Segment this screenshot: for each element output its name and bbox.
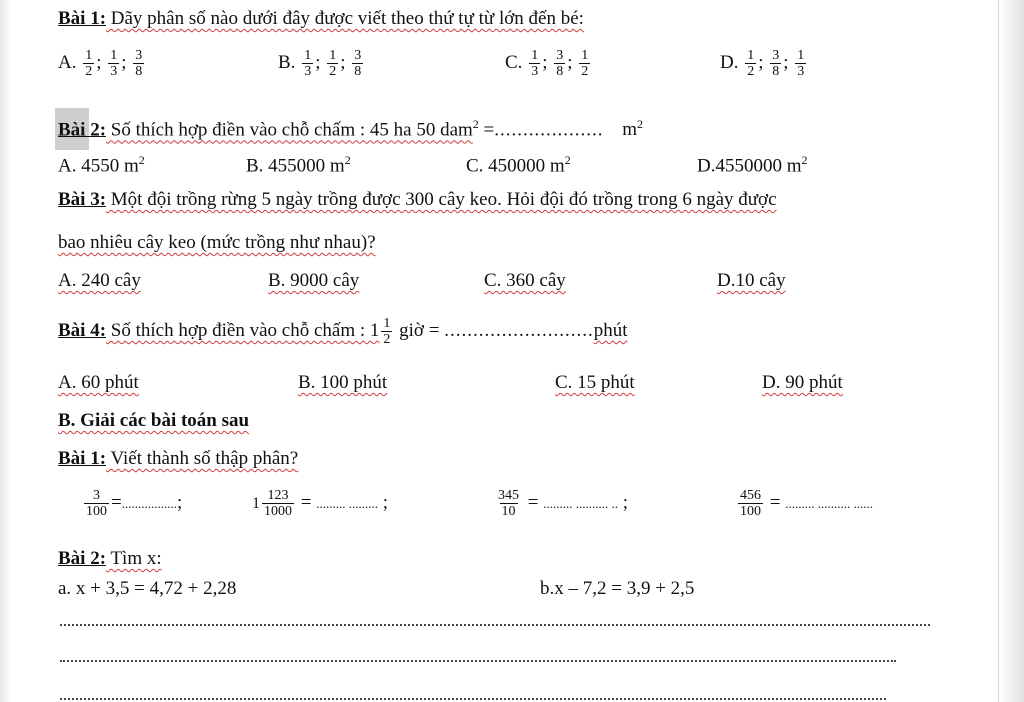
fraction <box>496 488 521 519</box>
fraction <box>554 48 565 79</box>
q4-option-a-text: A. 60 phút <box>58 372 139 393</box>
exponent: 2 <box>344 153 351 167</box>
q4-text: Số thích hợp điền vào chỗ chấm : 1 <box>106 319 380 341</box>
whole-part: 1 <box>252 494 260 512</box>
q1-option-d-letter: D. <box>720 51 739 73</box>
q4-option-c <box>555 372 635 394</box>
q2-blank: ................... <box>494 119 604 141</box>
q2-option-c-text: C. 450000 m <box>466 155 565 177</box>
q1-option-c <box>505 48 592 79</box>
numerator: 1 <box>581 48 589 63</box>
b2-part-b-text: b.x – 7,2 = 3,9 + 2,5 <box>540 578 695 599</box>
q4-option-b-text: B. 100 phút <box>298 372 388 393</box>
q2-text: Số thích hợp điền vào chỗ chấm : 45 ha 50 dam <box>106 119 473 141</box>
q3-option-c <box>484 270 566 292</box>
denominator: 8 <box>135 64 143 79</box>
fraction <box>302 48 313 79</box>
part-b-title-text: B. Giải các bài toán sau <box>58 410 250 431</box>
q3-option-b <box>268 270 359 292</box>
separator: ; <box>758 51 764 73</box>
q2-option-d <box>697 149 808 177</box>
b1-heading <box>58 448 298 470</box>
b2-heading <box>58 548 162 570</box>
q2-exponent: 2 <box>472 117 479 131</box>
q4-option-d <box>762 372 843 394</box>
q3-option-a <box>58 270 141 292</box>
denominator: 2 <box>383 332 391 347</box>
q4-blank: .......................... <box>444 319 594 341</box>
q4-option-c-text: C. 15 phút <box>555 372 635 393</box>
numerator: 123 <box>267 488 289 503</box>
fraction <box>738 488 763 519</box>
b1-item-4 <box>736 488 873 519</box>
denominator: 100 <box>740 504 761 519</box>
separator: ; <box>783 51 789 73</box>
separator: ; <box>176 491 183 513</box>
equals: = <box>111 491 122 513</box>
numerator: 3 <box>135 48 143 63</box>
q4-unit: phút <box>593 319 628 341</box>
separator: ; <box>377 491 388 513</box>
q3-option-a-text: A. 240 cây <box>58 270 141 291</box>
numerator: 1 <box>304 48 312 63</box>
b1-item-3 <box>494 488 628 519</box>
q3-text: Một đội trồng rừng 5 ngày trồng được 300 cây keo. Hỏi đội đó trồng trong 6 ngày được <box>106 189 777 210</box>
q3-option-d-text: D.10 cây <box>717 270 786 291</box>
q2-option-b <box>246 149 351 177</box>
q1-option-d <box>720 48 808 79</box>
q2-option-d-text: D.4550000 m <box>697 155 802 177</box>
part-b-title <box>58 410 249 432</box>
numerator: 3 <box>354 48 362 63</box>
page-left-edge <box>0 0 12 702</box>
q3-option-d <box>717 270 786 292</box>
numerator: 1 <box>531 48 539 63</box>
numerator: 1 <box>797 48 805 63</box>
fraction <box>579 48 590 79</box>
denominator: 8 <box>772 64 780 79</box>
denominator: 3 <box>531 64 539 79</box>
numerator: 1 <box>383 316 391 331</box>
q4-option-a <box>58 372 139 394</box>
denominator: 3 <box>304 64 312 79</box>
numerator: 3 <box>772 48 780 63</box>
numerator: 1 <box>329 48 337 63</box>
numerator: 1 <box>85 48 93 63</box>
b2-part-a-text: a. x + 3,5 = 4,72 + 2,28 <box>58 578 237 599</box>
fraction <box>84 488 109 519</box>
b1-label: Bài 1: <box>58 448 107 469</box>
numerator: 1 <box>747 48 755 63</box>
blank: ................. <box>121 495 177 511</box>
exponent: 2 <box>138 153 145 167</box>
denominator: 2 <box>85 64 93 79</box>
q1-option-b <box>278 48 365 79</box>
fraction <box>83 48 94 79</box>
q2-unit-exponent: 2 <box>637 117 644 131</box>
q1-option-b-letter: B. <box>278 51 296 73</box>
separator: ; <box>121 51 127 73</box>
separator: ; <box>567 51 573 73</box>
denominator: 10 <box>501 504 516 519</box>
fraction <box>352 48 363 79</box>
blank: ......... .......... ...... <box>785 495 873 511</box>
q3-option-c-text: C. 360 cây <box>484 270 566 291</box>
q3-label: Bài 3: <box>58 189 107 210</box>
q2-option-a-text: A. 4550 m <box>58 155 139 177</box>
separator: ; <box>96 51 102 73</box>
q1-option-a-letter: A. <box>58 51 77 73</box>
fraction <box>770 48 781 79</box>
q3-text2: bao nhiêu cây keo (mức trồng như nhau)? <box>58 232 376 253</box>
q2-unit: m <box>622 119 638 141</box>
fraction <box>327 48 338 79</box>
separator: ; <box>315 51 321 73</box>
numerator: 3 <box>93 488 100 503</box>
equals: = <box>765 491 786 513</box>
b2-label: Bài 2: <box>58 548 107 569</box>
denominator: 2 <box>581 64 589 79</box>
denominator: 8 <box>556 64 564 79</box>
numerator: 456 <box>740 488 761 503</box>
denominator: 3 <box>110 64 118 79</box>
q1-option-a <box>58 48 146 79</box>
q4-label: Bài 4: <box>58 319 107 341</box>
blank: ......... .......... .. <box>543 495 618 511</box>
q1-label: Bài 1: <box>58 8 107 29</box>
equals: = <box>523 491 544 513</box>
q4-option-d-text: D. 90 phút <box>762 372 843 393</box>
q2-option-b-text: B. 455000 m <box>246 155 345 177</box>
fraction <box>108 48 119 79</box>
numerator: 345 <box>498 488 519 503</box>
denominator: 3 <box>797 64 805 79</box>
b1-item-1 <box>82 488 182 519</box>
q3-text-continued <box>58 232 376 254</box>
b2-text: Tìm x: <box>106 548 162 569</box>
numerator: 1 <box>110 48 118 63</box>
q1-option-c-letter: C. <box>505 51 523 73</box>
q4-hours: giờ = <box>394 319 445 341</box>
equals: = <box>296 491 317 513</box>
fraction <box>262 488 294 519</box>
denominator: 1000 <box>264 504 292 519</box>
q4-option-b <box>298 372 387 394</box>
q4-heading <box>58 316 627 347</box>
q1-heading <box>58 8 584 30</box>
fraction <box>381 316 392 347</box>
fraction <box>529 48 540 79</box>
q2-option-a <box>58 149 145 177</box>
page-right-edge <box>998 0 1024 702</box>
q2-option-c <box>466 149 571 177</box>
answer-dotted-line <box>60 660 896 662</box>
exponent: 2 <box>564 153 571 167</box>
denominator: 2 <box>329 64 337 79</box>
b2-part-a <box>58 578 236 600</box>
q1-text: Dãy phân số nào dưới đây được viết theo thứ tự từ lớn đến bé: <box>106 8 584 29</box>
q3-heading <box>58 189 777 211</box>
answer-dotted-line <box>60 698 886 700</box>
q2-equals: = <box>478 119 495 141</box>
b2-part-b <box>540 578 694 600</box>
answer-dotted-line <box>60 624 930 626</box>
q2-heading <box>58 113 643 141</box>
fraction <box>133 48 144 79</box>
separator: ; <box>617 491 628 513</box>
q3-option-b-text: B. 9000 cây <box>268 270 360 291</box>
b1-text: Viết thành số thập phân? <box>106 448 299 469</box>
blank: ......... ......... <box>316 495 378 511</box>
denominator: 100 <box>86 504 107 519</box>
denominator: 2 <box>747 64 755 79</box>
q2-label: Bài 2: <box>58 119 107 141</box>
fraction <box>745 48 756 79</box>
separator: ; <box>340 51 346 73</box>
numerator: 3 <box>556 48 564 63</box>
b1-item-2 <box>252 488 388 519</box>
denominator: 8 <box>354 64 362 79</box>
separator: ; <box>542 51 548 73</box>
fraction <box>795 48 806 79</box>
exponent: 2 <box>801 153 808 167</box>
